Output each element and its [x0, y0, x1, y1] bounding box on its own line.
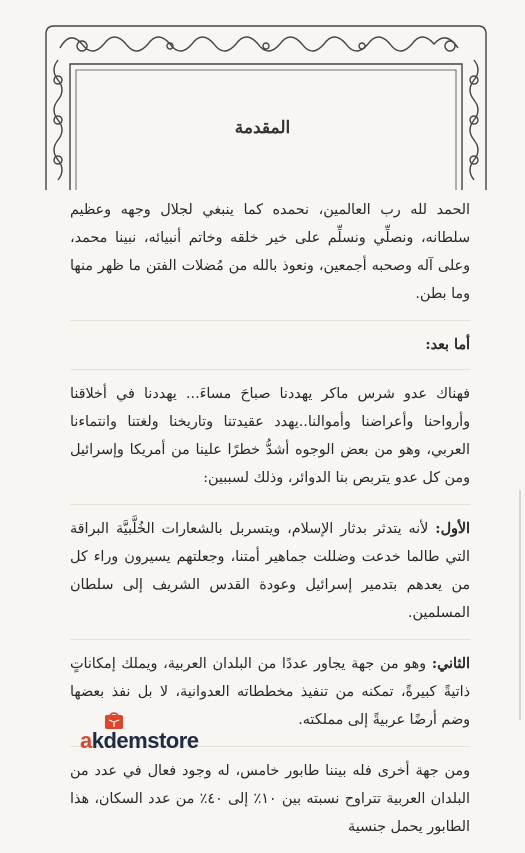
ornamental-frame: [40, 20, 492, 190]
divider: [70, 369, 470, 370]
divider: [70, 639, 470, 640]
section-label: أما بعد:: [425, 337, 470, 353]
paragraph-first-reason: [70, 515, 470, 627]
page-title: المقدمة: [234, 118, 291, 138]
ornament-frame-icon: [40, 20, 492, 190]
publisher-logo-text: akdemstore: [80, 728, 199, 753]
paragraph-fifth-column: ومن جهة أخرى فله بيننا طابور خامس، له وجود فعال في عدد من البلدان العربية تتراوح نسبته بين ١٠٪ إلى ٤٠٪ من عدد السكان، هذا الطابور يحمل جنسية: [70, 763, 471, 835]
paragraph-intro: الحمد لله رب العالمين، نحمده كما ينبغي لجلال وجهه وعظيم سلطانه، ونصلِّي ونسلِّم على خير خلقه وخاتم أنبيائه، نبينا محمد، وعلى آله وصحبه أجمعين، ونعوذ بالله من مُضلات الفتن ما ظهر منها وما بطن.: [70, 202, 470, 302]
first-text: لأنه يتدثر بدثار الإسلام، ويتسربل بالشعارات الخُلَّبيَّة البراقة التي طالما خدعت وضللت جماهير أمتنا، وجعلتهم يسيرون وراء كل من يعدهم بتدمير إسرائيل وعودة القدس الشريف إلى سلطان المسلمين.: [70, 521, 470, 621]
second-label: الثاني:: [431, 656, 470, 672]
divider: [70, 504, 470, 505]
first-label: الأول:: [435, 521, 470, 537]
page-edge: [519, 490, 521, 720]
publisher-logo: [80, 712, 210, 758]
second-text: وهو من جهة يجاور عددًا من البلدان العربية، ويملك إمكاناتٍ ذاتيةً كبيرةً، تمكنه من تنفيذ مخططاته العدوانية، لا بل نفذ بعضها وضم أرضًا عربيةً إلى مملكته.: [70, 656, 470, 728]
divider: [70, 320, 470, 321]
paragraph-enemy: فهناك عدو شرس ماكر يهددنا صباحَ مساءَ... يهددنا في أخلاقنا وأرواحنا وأعراضنا وأموالنا..يهدد عقيدتنا وتاريخنا ولغتنا وانتماءنا العربي، وهو من بعض الوجوه أشدُّ خطرًا علينا من أمريكا وإسرائيل ومن كل عدو يتربص بنا الدوائر، وذلك لسببين:: [70, 386, 470, 486]
